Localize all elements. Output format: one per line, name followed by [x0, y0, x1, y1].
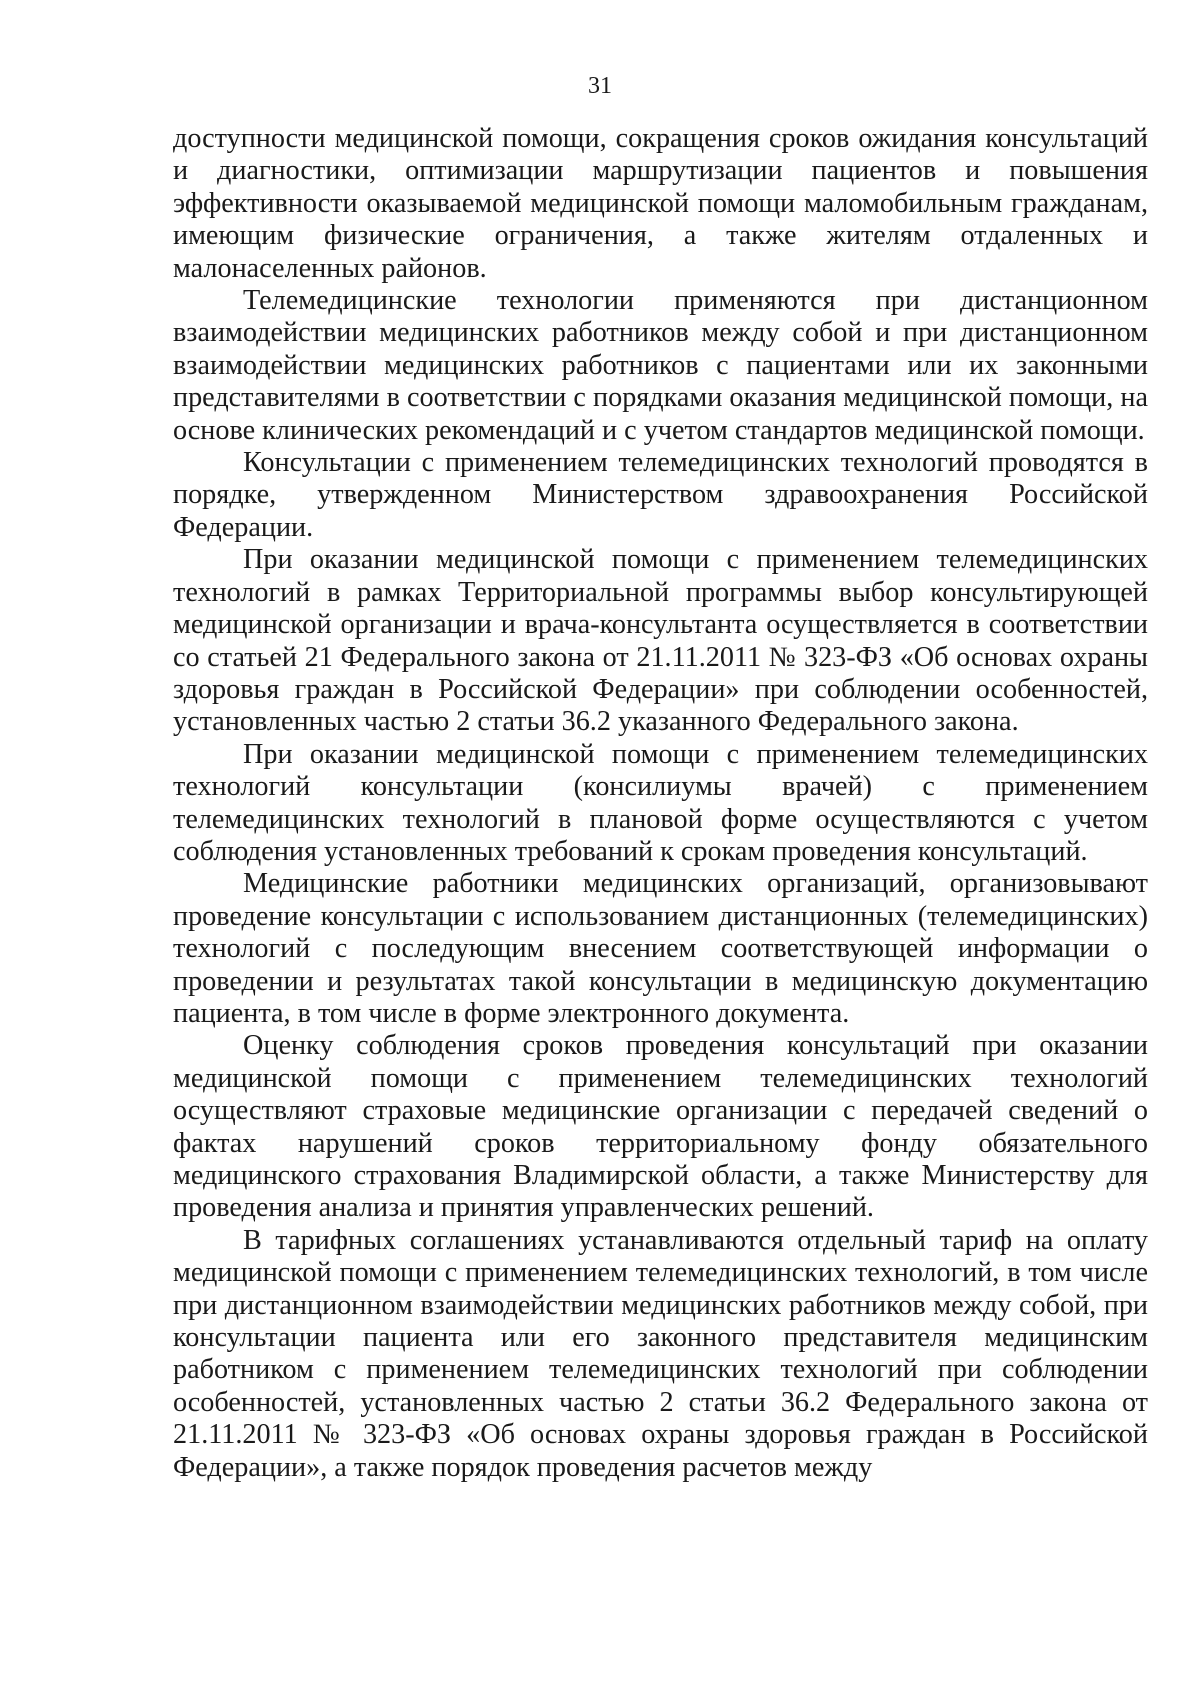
paragraph-6: Медицинские работники медицинских организаций, организовывают проведение консультации с использованием дистанционных (телемедицинских) технологий с последующим внесением соответствующей информации о проведении и результатах такой консультации в медицинскую документацию пациента, в том числе в форме электронного документа. [173, 868, 1148, 1029]
paragraph-2: Телемедицинские технологии применяются при дистанционном взаимодействии медицинских работников между собой и при дистанционном взаимодействии медицинских работников с пациентами или их законными представителями в соответствии с порядками оказания медицинской помощи, на основе клинических рекомендаций и с учетом стандартов медицинской помощи. [173, 285, 1148, 446]
document-body [173, 123, 1148, 1484]
paragraph-1: доступности медицинской помощи, сокращения сроков ожидания консультаций и диагностики, оптимизации маршрутизации пациентов и повышения эффективности оказываемой медицинской помощи маломобильным гражданам, имеющим физические ограничения, а также жителям отдаленных и малонаселенных районов. [173, 123, 1148, 284]
paragraph-3: Консультации с применением телемедицинских технологий проводятся в порядке, утвержденном Министерством здравоохранения Российской Федерации. [173, 447, 1148, 543]
page-number: 31 [588, 73, 612, 99]
paragraph-4: При оказании медицинской помощи с применением телемедицинских технологий в рамках Территориальной программы выбор консультирующей медицинской организации и врача-консультанта осуществляется в соответствии со статьей 21 Федерального закона от 21.11.2011 № 323-ФЗ «Об основах охраны здоровья граждан в Российской Федерации» при соблюдении особенностей, установленных частью 2 статьи 36.2 указанного Федерального закона. [173, 544, 1148, 738]
paragraph-8: В тарифных соглашениях устанавливаются отдельный тариф на оплату медицинской помощи с применением телемедицинских технологий, в том числе при дистанционном взаимодействии медицинских работников между собой, при консультации пациента или его законного представителя медицинским работником с применением телемедицинских технологий при соблюдении особенностей, установленных частью 2 статьи 36.2 Федерального закона от 21.11.2011 № 323-ФЗ «Об основах охраны здоровья граждан в Российской Федерации», а также порядок проведения расчетов между [173, 1224, 1148, 1483]
paragraph-7: Оценку соблюдения сроков проведения консультаций при оказании медицинской помощи с применением телемедицинских технологий осуществляют страховые медицинские организации с передачей сведений о фактах нарушений сроков территориальному фонду обязательного медицинского страхования Владимирской области, а также Министерству для проведения анализа и принятия управленческих решений. [173, 1030, 1148, 1224]
paragraph-5: При оказании медицинской помощи с применением телемедицинских технологий консультации (консилиумы врачей) с применением телемедицинских технологий в плановой форме осуществляются с учетом соблюдения установленных требований к срокам проведения консультаций. [173, 738, 1148, 867]
